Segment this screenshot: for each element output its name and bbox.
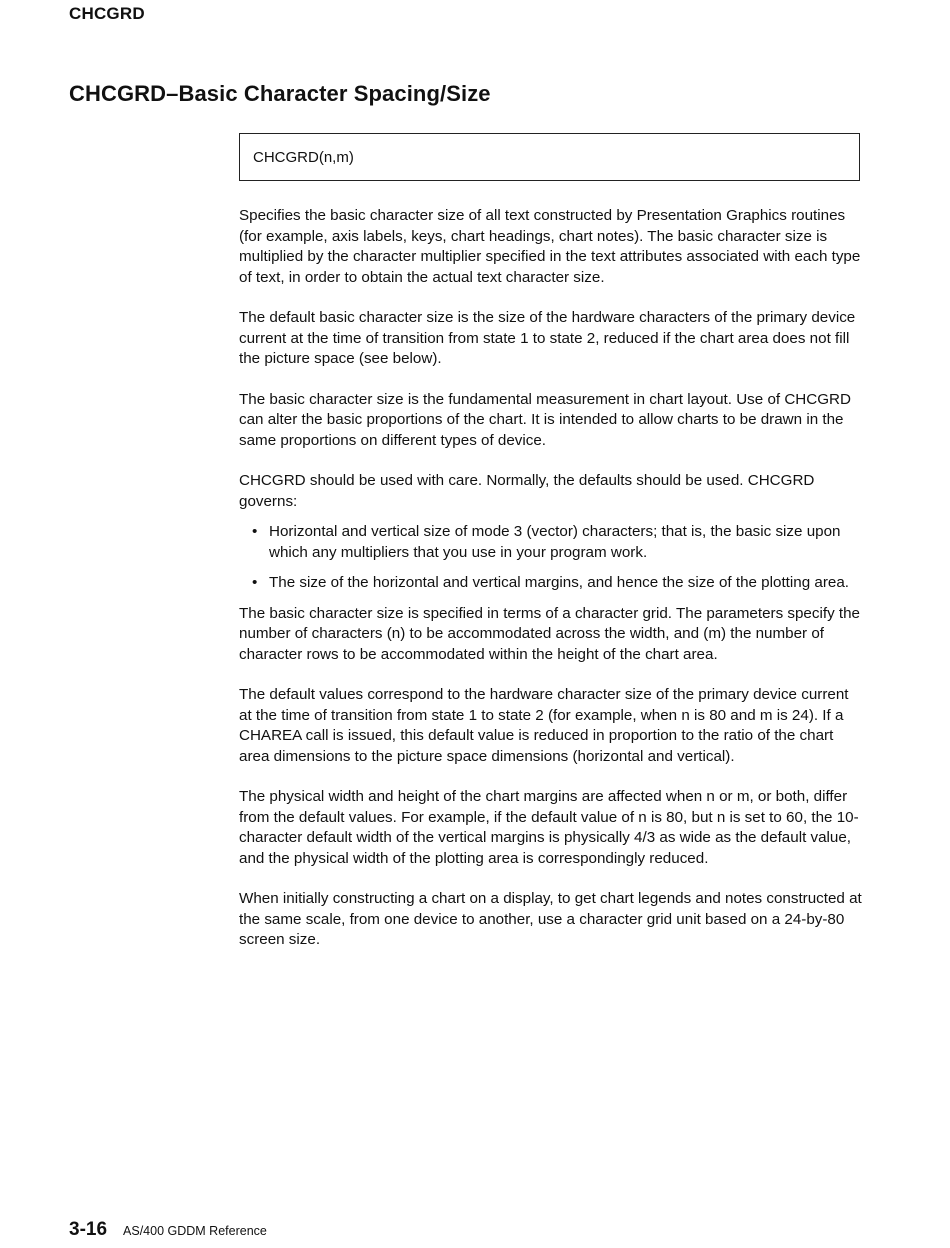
syntax-text: CHCGRD(n,m): [253, 149, 354, 166]
list-item-text: The size of the horizontal and vertical margins, and hence the size of the plotting area.: [269, 574, 849, 591]
syntax-box: [239, 133, 860, 181]
list-item: [239, 522, 865, 563]
page-footer: [69, 1219, 267, 1241]
book-title: AS/400 GDDM Reference: [123, 1224, 267, 1238]
running-head: CHCGRD: [69, 4, 145, 23]
paragraph-display-tip: When initially constructing a chart on a display, to get chart legends and notes constructed at the same scale, from one device to another, use a character grid unit based on a 24-by-80 screen size.: [239, 890, 862, 948]
section-title: CHCGRD–Basic Character Spacing/Size: [69, 81, 491, 106]
paragraph-fundamental: The basic character size is the fundamental measurement in chart layout. Use of CHCGRD can alter the basic proportions of the chart. It is intended to allow charts to be drawn in the same proportions on different types of device.: [239, 390, 851, 449]
bullet-icon: •: [252, 574, 258, 591]
paragraph-default-values: The default values correspond to the hardware character size of the primary device current at the time of transition from state 1 to state 2 (for example, when n is 80 and m is 24). If a CHAREA call is issued, this default value is reduced in proportion to the ratio of the chart area dimensions to the picture space dimensions (horizontal and vertical).: [239, 686, 849, 765]
list-item: [239, 573, 865, 594]
bullet-icon: •: [252, 523, 258, 540]
governs-list: [239, 522, 865, 594]
paragraph-margins: The physical width and height of the chart margins are affected when n or m, or both, differ from the default values. For example, if the default value of n is 80, but n is set to 60, the 10-character default width of the vertical margins is physically 4/3 as wide as the default value, and the physical width of the plotting area is correspondingly reduced.: [239, 788, 859, 867]
page-number: 3-16: [69, 1219, 108, 1240]
body-text: [239, 206, 865, 971]
paragraph-default-size: The default basic character size is the size of the hardware characters of the primary device current at the time of transition from state 1 to state 2, reduced if the chart area does not fill the picture space (see below).: [239, 309, 856, 367]
paragraph-caution: CHCGRD should be used with care. Normally, the defaults should be used. CHCGRD governs:: [239, 472, 815, 510]
paragraph-description: Specifies the basic character size of all text constructed by Presentation Graphics routines (for example, axis labels, keys, chart headings, chart notes). The basic character size is multiplied by the character multiplier specified in the text attributes associated with each type of text, in order to obtain the actual text character size.: [239, 207, 861, 286]
list-item-text: Horizontal and vertical size of mode 3 (vector) characters; that is, the basic size upon which any multipliers that you use in your program work.: [269, 523, 841, 561]
paragraph-character-grid: The basic character size is specified in terms of a character grid. The parameters specify the number of characters (n) to be accommodated across the width, and (m) the number of character rows to be accommodated within the height of the chart area.: [239, 604, 860, 663]
